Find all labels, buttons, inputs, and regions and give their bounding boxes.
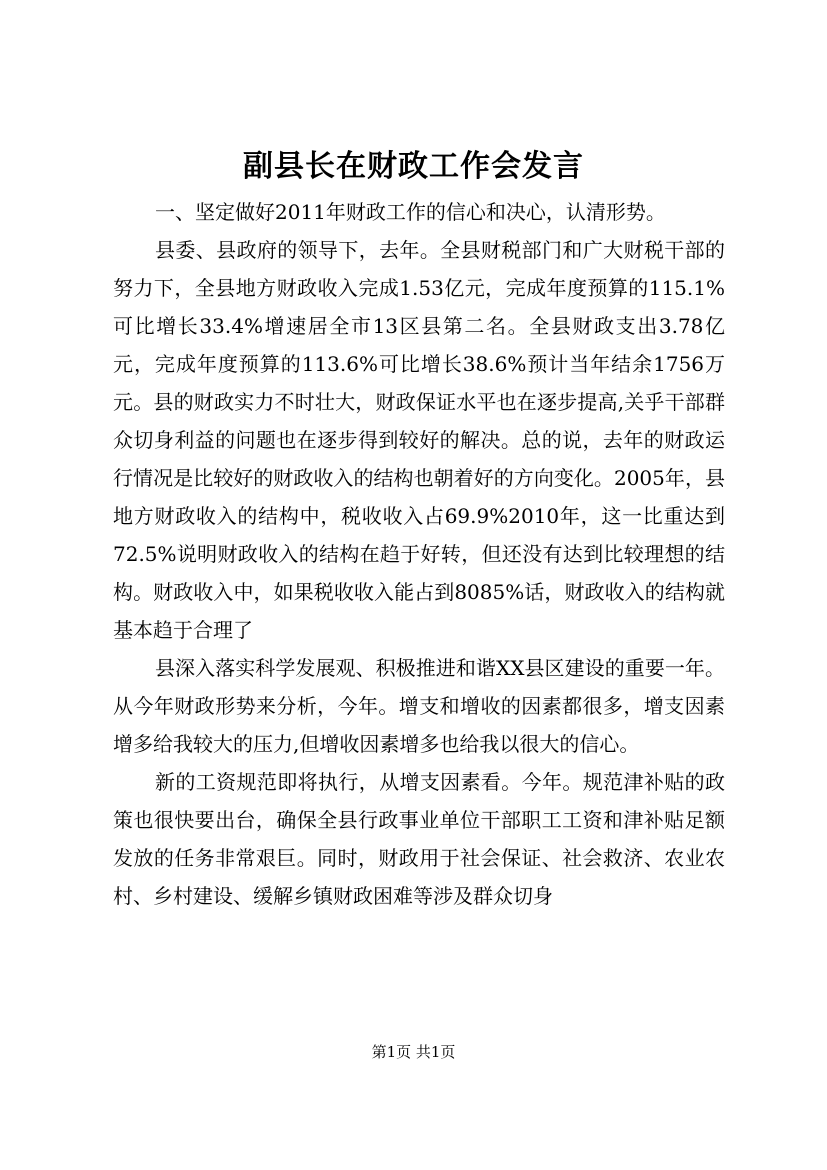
paragraph-1: 一、坚定做好2011年财政工作的信心和决心，认清形势。 bbox=[155, 200, 666, 224]
document-title: 副县长在财政工作会发言 bbox=[243, 149, 584, 184]
page-footer: 第1页 共1页 bbox=[371, 1043, 456, 1061]
paragraph-2: 县委、县政府的领导下，去年。全县财税部门和广大财税干部的努力下，全县地方财政收入完成1.53亿元，完成年度预算的115.1%可比增长33.4%增速居全市13区县第二名。全县财政支出3.78亿元，完成年度预算的113.6%可比增长38.6%预计当年结余1756万元。县的财政实力不时壮大，财政保证水平也在逐步提高,关乎干部群众切身利益的问题也在逐步得到较好的解决。总的说，去年的财政运行情况是比较好的财政收入的结构也朝着好的方向变化。2005年，县地方财政收入的结构中，税收收入占69.9%2010年，这一比重达到72.5%说明财政收入的结构在趋于好转，但还没有达到比较理想的结构。财政收入中，如果税收收入能占到8085%话，财政收入的结构就基本趋于合理了 bbox=[113, 238, 725, 642]
paragraph-3: 县深入落实科学发展观、积极推进和谐XX县区建设的重要一年。从今年财政形势来分析，今年。增支和增收的因素都很多，增支因素增多给我较大的压力,但增收因素增多也给我以很大的信心。 bbox=[113, 656, 725, 756]
paragraph-4: 新的工资规范即将执行，从增支因素看。今年。规范津补贴的政策也很快要出台，确保全县行政事业单位干部职工工资和津补贴足额发放的任务非常艰巨。同时，财政用于社会保证、社会救济、农业农村、乡村建设、缓解乡镇财政困难等涉及群众切身 bbox=[113, 770, 725, 908]
document-body bbox=[113, 193, 725, 915]
